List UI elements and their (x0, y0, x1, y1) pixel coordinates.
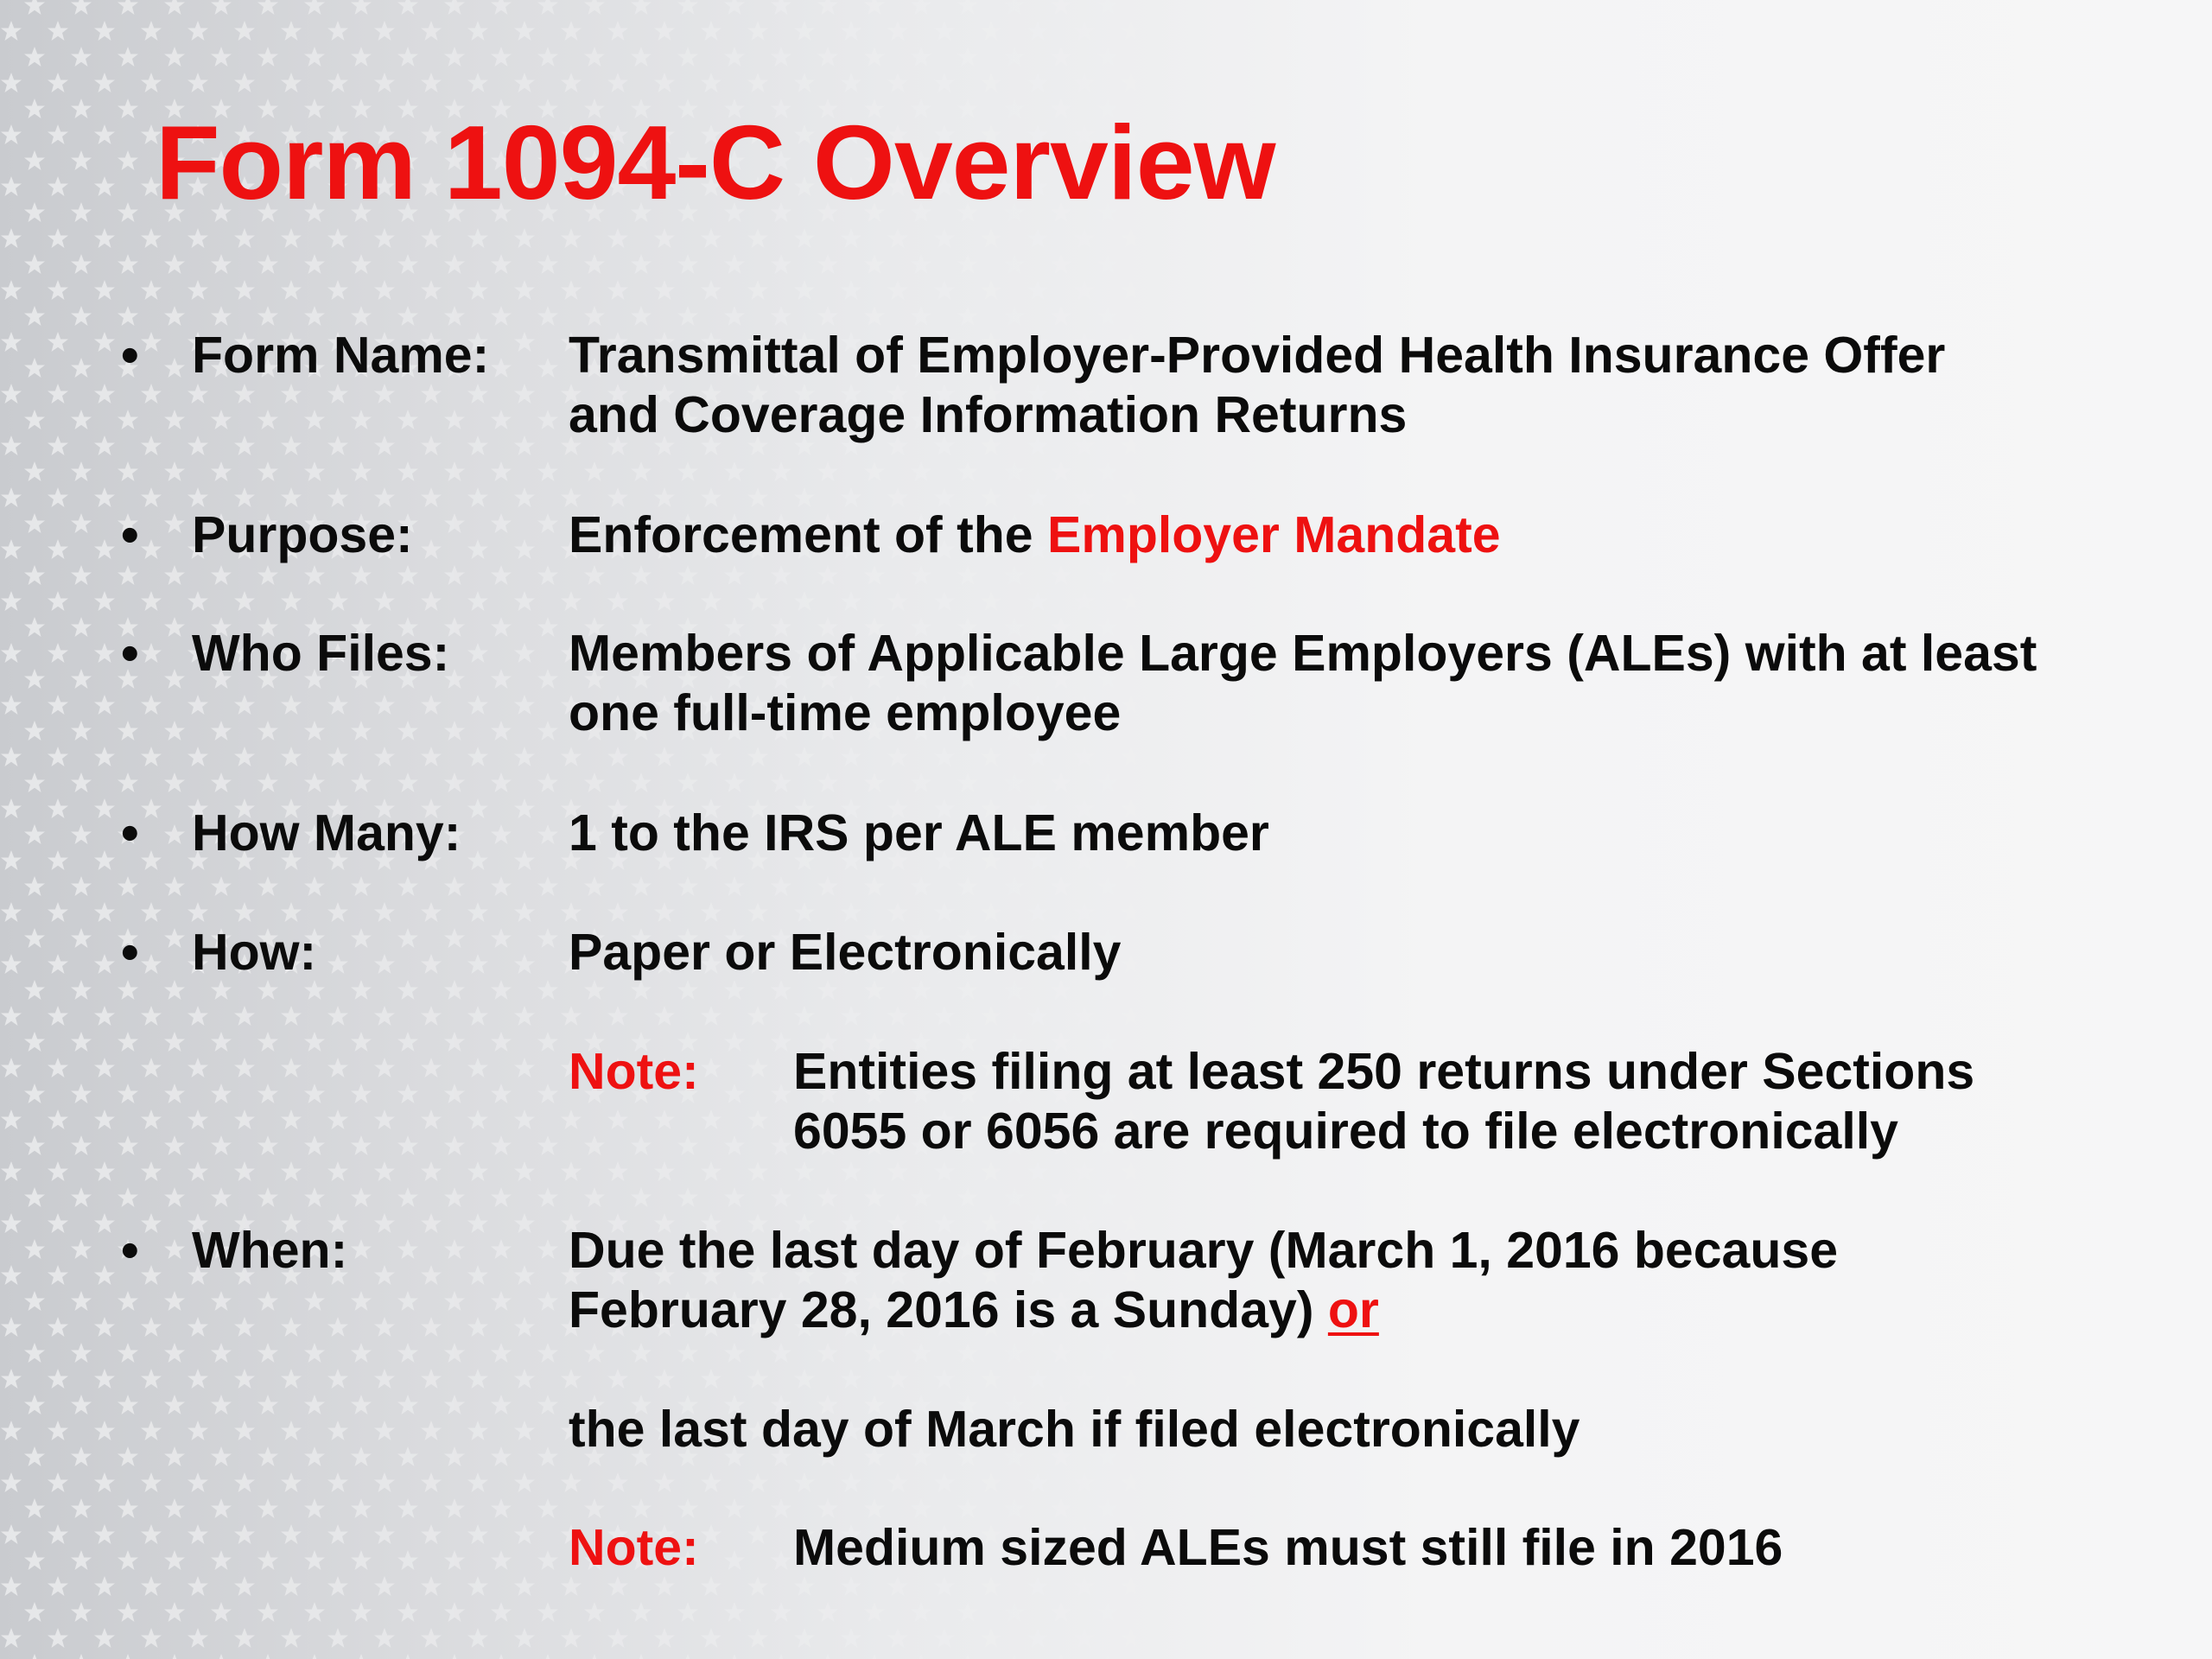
bullet-dot: • (121, 625, 139, 682)
when-note-text: Medium sized ALEs must still file in 2016 (793, 1519, 1783, 1576)
how-note-text (793, 1042, 2141, 1161)
bullet-dot: • (121, 327, 139, 384)
bullet-dot: • (121, 506, 139, 563)
who-files-label: Who Files: (192, 625, 450, 682)
how-label: How: (192, 924, 317, 981)
how-many-value: 1 to the IRS per ALE member (569, 804, 1269, 861)
how-many-label: How Many: (192, 804, 461, 861)
how-note-line-1: Entities filing at least 250 returns under Sections (793, 1043, 1975, 1100)
how-value: Paper or Electronically (569, 924, 1122, 981)
bullet-dot: • (121, 924, 139, 981)
when-line-2 (569, 1281, 2124, 1340)
form-name-line-1: Transmittal of Employer-Provided Health Insurance Offer (569, 327, 1946, 384)
when-value (569, 1221, 2124, 1340)
slide-title: Form 1094-C Overview (156, 104, 1275, 221)
who-files-line-1: Members of Applicable Large Employers (ALEs) with at least (569, 625, 2037, 682)
when-line-2-text: February 28, 2016 is a Sunday) (569, 1281, 1328, 1338)
when-line-3: the last day of March if filed electronically (569, 1401, 1580, 1458)
form-name-value (569, 326, 2124, 445)
how-note-line-2: 6055 or 6056 are required to file electronically (793, 1103, 1898, 1160)
bullet-dot: • (121, 1222, 139, 1279)
how-note-label: Note: (569, 1043, 699, 1100)
who-files-line-2: one full-time employee (569, 684, 1122, 741)
who-files-value (569, 624, 2124, 743)
or-highlight: or (1327, 1281, 1379, 1338)
form-name-line-2: and Coverage Information Returns (569, 386, 1408, 443)
purpose-value (569, 505, 2124, 565)
purpose-text: Enforcement of the (569, 506, 1047, 563)
form-name-label: Form Name: (192, 327, 490, 384)
employer-mandate-highlight: Employer Mandate (1047, 506, 1501, 563)
bullet-dot: • (121, 804, 139, 861)
when-line-1: Due the last day of February (March 1, 2016 because (569, 1222, 1839, 1279)
when-label: When: (192, 1222, 348, 1279)
purpose-label: Purpose: (192, 506, 413, 563)
when-note-label: Note: (569, 1519, 699, 1576)
